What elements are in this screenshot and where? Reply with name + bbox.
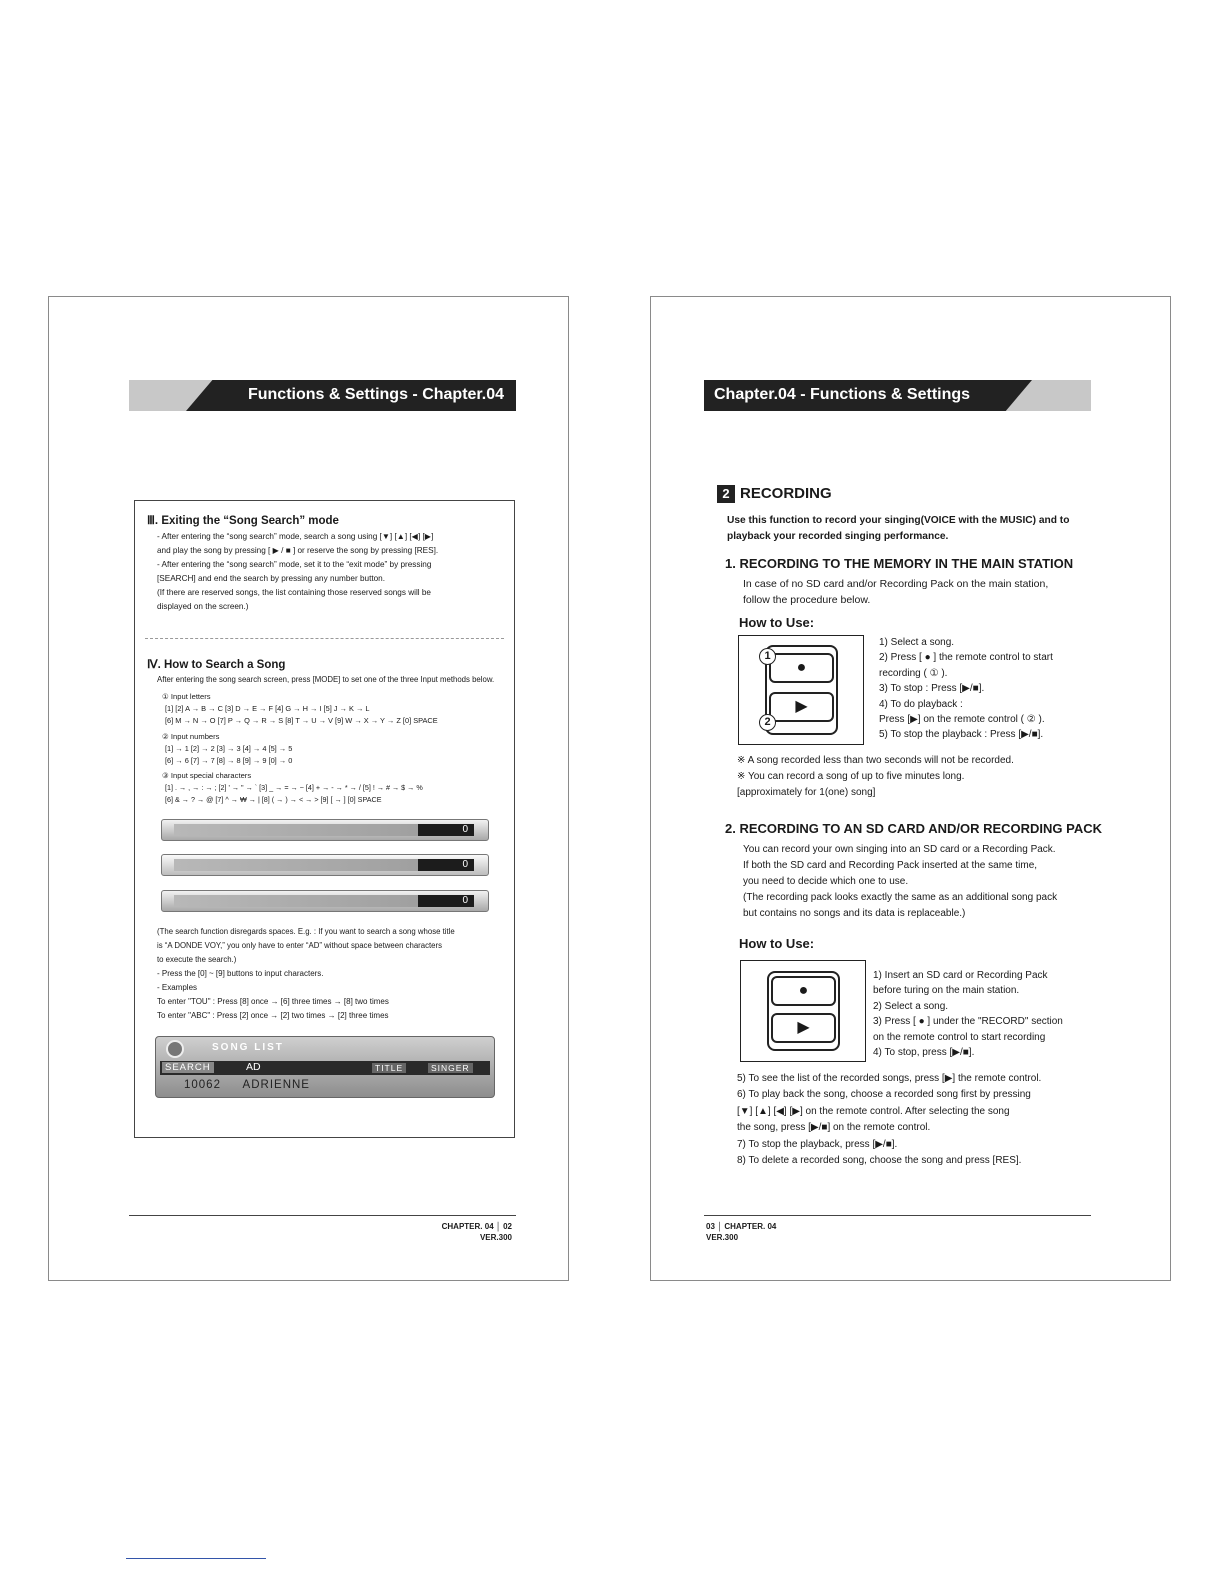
sub2-desc: you need to decide which one to use. [743,876,909,887]
song-number: 10062 [184,1079,221,1091]
sec3-title: Ⅲ. Exiting the “Song Search” mode [147,515,339,527]
song-list-row[interactable] [184,1079,328,1091]
footer-version: VER.300 [706,1233,739,1242]
right-page [650,296,1171,1281]
sub2-desc: but contains no songs and its data is replaceable.) [743,908,966,919]
step: the song, press [▶/■] on the remote control. [737,1122,931,1134]
step: 2) Press [ ● ] the remote control to start [879,652,1053,664]
record-icon: ● [796,659,807,676]
left-header-bar [129,380,516,411]
footer-page-number: 02 [503,1222,512,1231]
record-button [771,976,836,1006]
callout-2: 2 [759,714,776,731]
footer-line [129,1215,516,1216]
sec4-intro: After entering the song search screen, press [MODE] to set one of the three Input methods below. [157,675,495,684]
section-title: RECORDING [740,485,832,502]
search-value: AD [246,1061,261,1073]
record-button [769,653,834,683]
footer-line [704,1215,1091,1216]
numbers-input-screen [161,854,489,876]
section-heading [717,485,832,503]
play-icon: ▶ [795,698,808,715]
step: 5) To stop the playback : Press [▶/■]. [879,729,1044,741]
sec3-line: displayed on the screen.) [157,602,249,611]
screen-count: 0 [418,859,474,871]
letters-input-screen [161,819,489,841]
note-line: to execute the search.) [157,955,237,964]
method3-line: [6] & → ? → @ [7] ^ → ₩ → | [8] ( → ) → < → > [9] [ → ] [0] SPACE [165,795,382,804]
sub1-note: ※ A song recorded less than two seconds will not be recorded. [737,755,1014,766]
method2-line: [1] → 1 [2] → 2 [3] → 3 [4] → 4 [5] → 5 [165,744,293,753]
search-label: SEARCH [162,1062,214,1073]
sec3-line: - After entering the “song search” mode, search a song using [▼] [▲] [◀] [▶] [157,532,434,541]
sec4-title: Ⅳ. How to Search a Song [147,659,286,671]
step: recording ( ① ). [879,667,948,679]
title-button[interactable]: TITLE [372,1063,406,1073]
step: 8) To delete a recorded song, choose the song and press [RES]. [737,1155,1022,1167]
sub1-desc: follow the procedure below. [743,594,871,606]
step: on the remote control to start recording [873,1031,1046,1043]
sub2-steps [873,968,1063,1060]
step: 3) Press [ ● ] under the "RECORD" section [873,1016,1063,1028]
sub1-howto: How to Use: [739,615,815,630]
note-line: - Press the [0] ~ [9] buttons to input characters. [157,969,324,978]
sub1-steps [879,635,1053,743]
left-header-title: Functions & Settings - Chapter.04 [247,386,504,403]
step: 6) To play back the song, choose a recorded song first by pressing [737,1089,1031,1101]
method3-line: [1] . → , → : → ; [2] ' → " → ` [3] _ → = → ~ [4] + → - → * → / [5] ! → # → $ → % [165,783,423,792]
method3-title: ③ Input special characters [162,771,252,780]
screen-count: 0 [418,824,474,836]
song-list-search-bar [160,1061,490,1075]
sec3-line: (If there are reserved songs, the list containing those reserved songs will be [157,588,431,597]
sub1-note: [approximately for 1(one) song] [737,787,876,798]
left-footer: CHAPTER. 04 │ 02 VER.300 [441,1222,512,1242]
song-title: ADRIENNE [242,1079,310,1091]
sub2-desc: You can record your own singing into an SD card or a Recording Pack. [743,844,1056,855]
singer-button[interactable]: SINGER [428,1063,473,1073]
method1-title: ① Input letters [162,692,211,701]
step: 7) To stop the playback, press [▶/■]. [737,1138,898,1150]
step: Press [▶] on the remote control ( ② ). [879,714,1045,726]
record-icon: ● [798,982,809,999]
method2-line: [6] → 6 [7] → 7 [8] → 8 [9] → 9 [0] → 0 [165,756,293,765]
play-button [771,1013,836,1043]
intro-line: Use this function to record your singing(VOICE with the MUSIC) and to [727,515,1070,526]
step: 2) Select a song. [873,1000,949,1012]
note-line: is “A DONDE VOY,” you only have to enter “AD” without space between characters [157,941,443,950]
note-line: To enter "ABC" : Press [2] once → [2] two times → [2] three times [157,1011,389,1020]
sec3-line: and play the song by pressing [ ▶ / ■ ] or reserve the song by pressing [RES]. [157,546,439,555]
section-number: 2 [717,485,735,503]
remote-diagram-2 [740,960,866,1062]
sub2-title: 2. RECORDING TO AN SD CARD AND/OR RECORDING PACK [725,821,1103,836]
screen-count: 0 [418,895,474,907]
step: 1) Insert an SD card or Recording Pack [873,970,1048,981]
footer-chapter: CHAPTER. 04 [441,1222,494,1231]
disc-icon [166,1040,184,1058]
intro-line: playback your recorded singing performance. [727,531,949,542]
bottom-link-underline [126,1558,266,1559]
left-page [48,296,569,1281]
note-line: - Examples [157,983,198,992]
search-instructions-box [134,500,515,1138]
callout-1: 1 [759,648,776,665]
song-list-title: SONG LIST [212,1042,284,1053]
play-button [769,692,834,722]
sub2-desc: (The recording pack looks exactly the same as an additional song pack [743,892,1058,903]
sub1-note: ※ You can record a song of up to five minutes long. [737,771,965,782]
sec3-line: - After entering the “song search” mode, set it to the “exit mode” by pressing [157,560,432,569]
footer-page-number: 03 [706,1222,715,1231]
method1-line: [1] [2] A → B → C [3] D → E → F [4] G → H → I [5] J → K → L [165,704,370,713]
footer-version: VER.300 [479,1233,512,1242]
play-icon: ▶ [797,1019,810,1036]
special-input-screen [161,890,489,912]
note-line: To enter "TOU" : Press [8] once → [6] three times → [8] two times [157,997,389,1006]
method1-line: [6] M → N → O [7] P → Q → R → S [8] T → U → V [9] W → X → Y → Z [0] SPACE [165,716,438,725]
sub1-desc: In case of no SD card and/or Recording Pack on the main station, [743,578,1049,590]
sub2-desc: If both the SD card and Recording Pack inserted at the same time, [743,860,1038,871]
step: [▼] [▲] [◀] [▶] on the remote control. After selecting the song [737,1105,1010,1117]
footer-chapter: CHAPTER. 04 [724,1222,777,1231]
right-footer: 03 │ CHAPTER. 04 VER.300 [706,1222,777,1242]
step: 1) Select a song. [879,637,955,648]
note-line: (The search function disregards spaces. E.g. : If you want to search a song whose title [157,927,455,936]
step: 3) To stop : Press [▶/■]. [879,683,985,695]
right-header-title: Chapter.04 - Functions & Settings [714,386,971,403]
step: before turing on the main station. [873,985,1020,997]
step: 4) To stop, press [▶/■]. [873,1047,975,1059]
sub1-title: 1. RECORDING TO THE MEMORY IN THE MAIN STATION [725,556,1074,571]
sec3-line: [SEARCH] and end the search by pressing any number button. [157,574,386,583]
step: 5) To see the list of the recorded songs, press [▶] the remote control. [737,1073,1042,1084]
song-list-screen [155,1036,495,1098]
step: 4) To do playback : [879,698,963,710]
remote-diagram-1 [738,635,864,745]
right-header-bar [704,380,1091,411]
sub2-more-steps [737,1071,1041,1169]
section-divider [145,638,504,639]
method2-title: ② Input numbers [162,732,220,741]
sub2-howto: How to Use: [739,936,815,951]
